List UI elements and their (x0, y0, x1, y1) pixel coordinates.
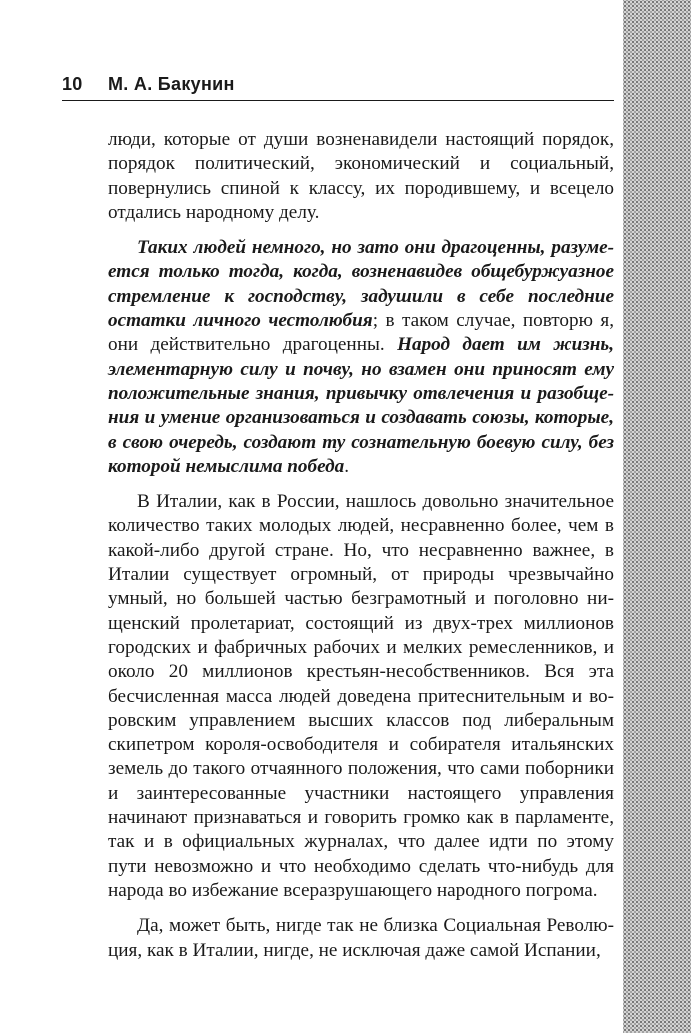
emphasis-text: Таких людей немного, но зато они драгоценны, разумеется только тогда, когда, возненавидев общебуржуазное стремление к господству, задушили в себе последние остатки личного честолюбия (108, 237, 614, 332)
page-body (108, 128, 614, 974)
emphasis-text: Народ дает им жизнь, элементарную силу и почву, но взамен они приносят ему положительные знания, привычку отвлечения и разобщения и умение организоваться и создавать союзы, которые, в свою очередь, создают ту сознательную боевую силу, без которой немыслима победа (108, 334, 614, 477)
paragraph-1: люди, которые от души возненавидели настоящий порядок, порядок политический, экономический и социальный, повернулись спиной к классу, их породившему, и всецело отдались народному делу. (108, 129, 614, 223)
plain-text: ; в таком случае, повторю я, они действительно драгоценны. (108, 310, 614, 356)
paragraph-2 (108, 236, 614, 479)
paragraph-3: В Италии, как в России, нашлось довольно значительное количество таких молодых людей, несравненно более, чем в какой-либо другой стране. Но, что несравненно важнее, в Италии существует огромный, от природы чрезвычайно умный, но большей частью безграмотный и поголовно нищенский пролетариат, состоящий из двух-трех миллионов городских и фабричных рабочих и мелких ремесленников, и около 20 миллионов крестьян-несобственников. Вся эта бесчисленная масса людей доведена притеснительным и воровским управлением высших классов под либеральным скипетром короля-освободителя и собирателя итальянских земель до такого отчаянного положения, что сами поборники и заинтересованные участники настоящего управления начинают признаваться и говорить громко как в парламенте, так и в официальных журналах, что далее идти по этому пути невозможно и что необходимо сделать что-нибудь для народа во избежание всеразрушающего народного погрома. (108, 491, 614, 901)
running-header (62, 74, 614, 101)
plain-text: . (344, 455, 350, 477)
page-number: 10 (62, 74, 83, 94)
page-edge-halftone (623, 0, 691, 1033)
running-title-author: М. А. Бакунин (108, 74, 235, 94)
paragraph-4: Да, может быть, нигде так не близка Социальная Революция, как в Италии, нигде, не исключая даже самой Испании, (108, 915, 614, 961)
